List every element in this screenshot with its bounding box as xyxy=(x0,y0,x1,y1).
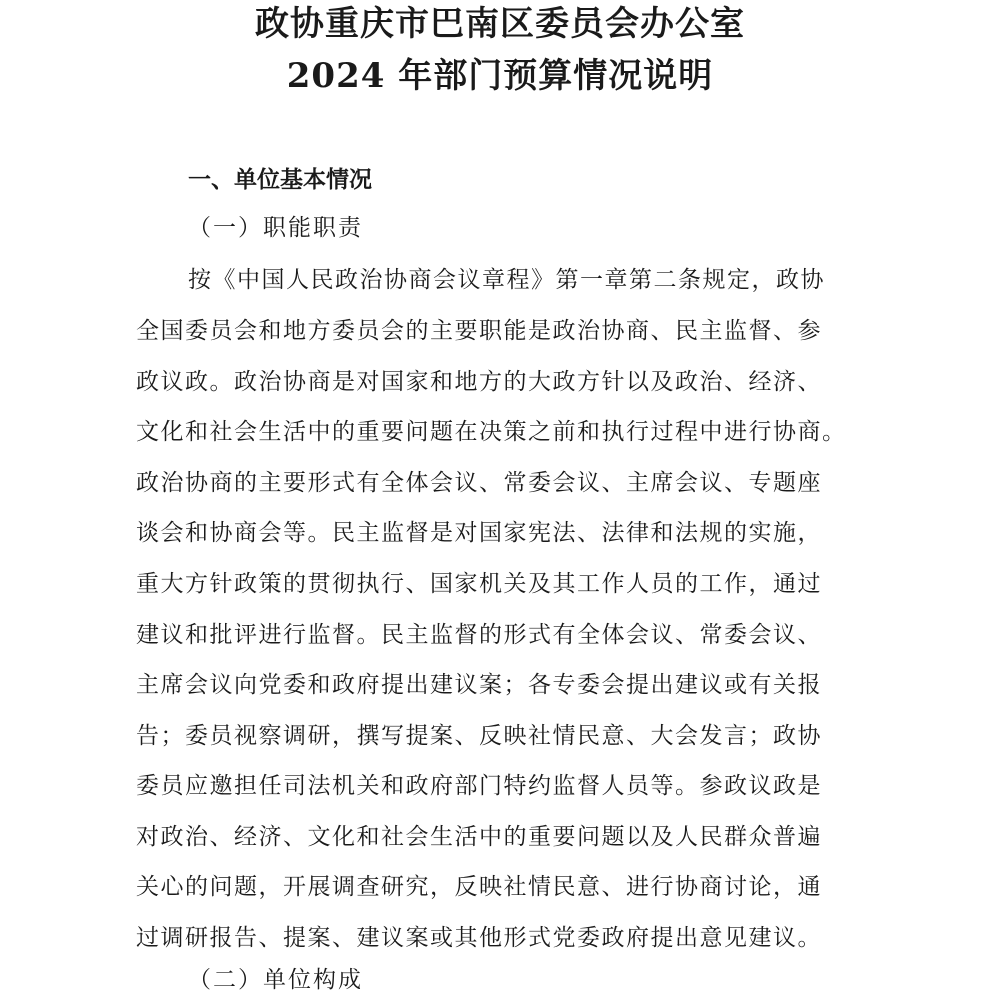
section-heading: 一、单位基本情况 xyxy=(188,167,372,193)
subsection-heading-duties: （一）职能职责 xyxy=(188,215,363,241)
paragraph-line: 告；委员视察调研，撰写提案、反映社情民意、大会发言；政协 xyxy=(136,723,822,749)
paragraph-line: 政治协商的主要形式有全体会议、常委会议、主席会议、专题座 xyxy=(136,470,822,496)
paragraph-line: 对政治、经济、文化和社会生活中的重要问题以及人民群众普遍 xyxy=(136,824,822,850)
paragraph-line: 过调研报告、提案、建议案或其他形式党委政府提出意见建议。 xyxy=(136,925,822,951)
paragraph-line: 文化和社会生活中的重要问题在决策之前和执行过程中进行协商。 xyxy=(136,419,847,445)
paragraph-line: 全国委员会和地方委员会的主要职能是政治协商、民主监督、参 xyxy=(136,318,822,344)
paragraph-line: 委员应邀担任司法机关和政府部门特约监督人员等。参政议政是 xyxy=(136,773,822,799)
subsection-heading-composition: （二）单位构成 xyxy=(188,967,363,993)
document-subtitle: 2024 年部门预算情况说明 xyxy=(286,56,714,96)
paragraph-line: 谈会和协商会等。民主监督是对国家宪法、法律和法规的实施， xyxy=(136,520,822,546)
document-title: 政协重庆市巴南区委员会办公室 xyxy=(255,4,745,44)
paragraph-line: 重大方针政策的贯彻执行、国家机关及其工作人员的工作，通过 xyxy=(136,571,822,597)
paragraph-line: 政议政。政治协商是对国家和地方的大政方针以及政治、经济、 xyxy=(136,369,822,395)
paragraph-line: 建议和批评进行监督。民主监督的形式有全体会议、常委会议、 xyxy=(136,622,822,648)
paragraph-line: 按《中国人民政治协商会议章程》第一章第二条规定，政协 xyxy=(188,267,825,293)
paragraph-line: 关心的问题，开展调查研究，反映社情民意、进行协商讨论，通 xyxy=(136,874,822,900)
paragraph-line: 主席会议向党委和政府提出建议案；各专委会提出建议或有关报 xyxy=(136,672,822,698)
